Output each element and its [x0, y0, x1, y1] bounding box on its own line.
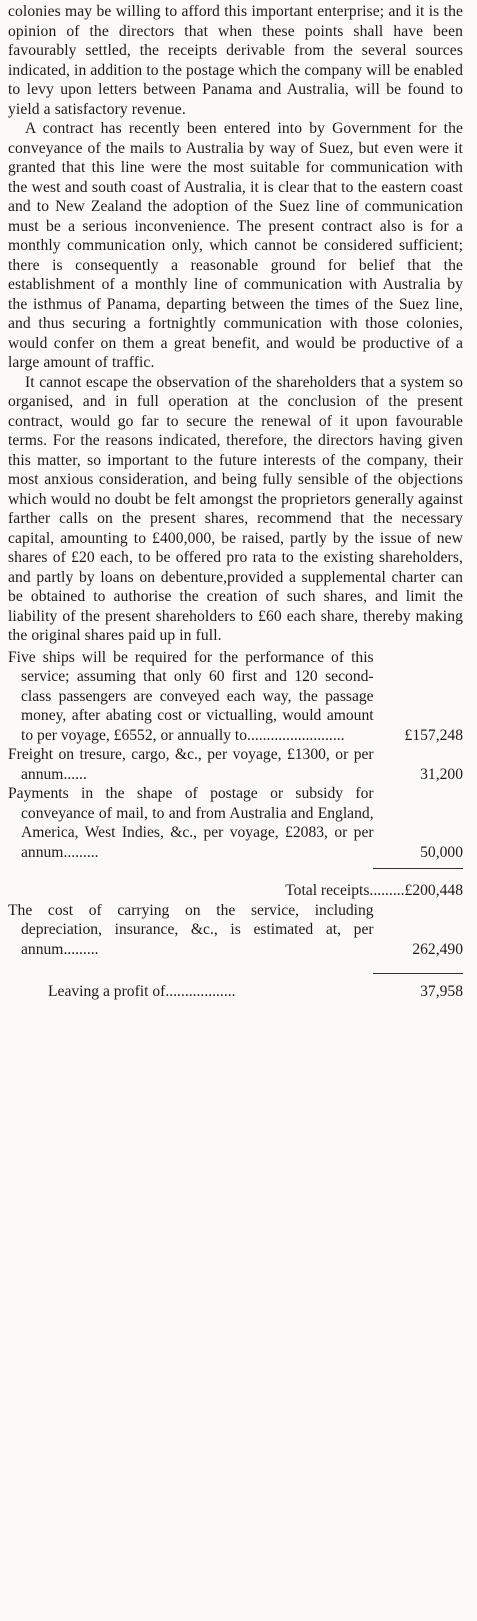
account-amount: 50,000 [420, 843, 463, 861]
profit-amount: 37,958 [420, 983, 463, 1000]
cost-amount: 262,490 [412, 940, 463, 958]
balance-rule [373, 973, 463, 974]
profit-row [8, 982, 463, 1002]
profit-label: Leaving a profit of.................. [48, 983, 236, 1000]
paragraph-suez-contract: A contract has recently been entered into by Government for the conveyance of the mails to Australia by way of Suez, but even were it granted that this line were the most suitable for communication with the west and south coast of Australia, it is clear that to the eastern coast and to New Zealand the adoption of the Suez line of communication must be a serious inconvenience. The present contract also is for a monthly communication only, which cannot be considered sufficient; there is consequently a reasonable ground for belief that the establishment of a monthly line of communication with Australia by the isthmus of Panama, departing between the times of the Suez line, and thus securing a fortnightly communication with those colonies, would confer on them a great benefit, and would be productive of a large amount of traffic. [8, 120, 463, 371]
account-row-cost [8, 901, 463, 960]
total-receipts-amount: £200,448 [404, 882, 463, 899]
account-row-passage [8, 648, 463, 746]
account-description: Freight on tresure, cargo, &c., per voyage, £1300, or per annum...... [8, 746, 374, 783]
account-amount: £157,248 [404, 726, 463, 744]
paragraph-capital-recommendation: It cannot escape the observation of the shareholders that a system so organised, and in full operation at the conclusion of the present contract, would go far to secure the renewal of it upon favourable terms. For the reasons indicated, therefore, the directors having given this matter, so important to the future interests of the company, their most anxious consideration, and being fully sensible of the objections which would no doubt be felt amongst the proprietors generally against farther calls on the present shares, recommend that the necessary capital, amounting to £400,000, be raised, partly by the issue of new shares of £20 each, to be offered pro rata to the existing shareholders, and partly by loans on debenture,provided a supplemental charter can be obtained to authorise the creation of such shares, and limit the liability of the present shareholders to £60 each share, thereby making the original shares paid up in full. [8, 373, 463, 644]
cost-description: The cost of carrying on the service, including depreciation, insurance, &c., is estimated at, per annum......... [8, 901, 374, 958]
sum-rule [373, 868, 463, 869]
total-receipts-row [8, 881, 463, 901]
account-description: Five ships will be required for the performance of this service; assuming that only 60 first and 120 second-class passengers are conveyed each way, the passage money, after abating cost or victualling, would amount to per voyage, £6552, or annually to......................... [8, 648, 374, 744]
receipts-statement [8, 648, 463, 1002]
paragraph-continuation: colonies may be willing to afford this important enterprise; and it is the opinion of the directors that when these points shall have been favourably settled, the receipts derivable from the several sources indicated, in addition to the postage which the company will be enabled to levy upon letters between Panama and Australia, will be found to yield a satisfactory revenue. [8, 3, 463, 118]
account-amount: 31,200 [420, 765, 463, 783]
total-receipts-label: Total receipts......... [285, 882, 405, 899]
account-row-postage [8, 784, 463, 862]
account-description: Payments in the shape of postage or subsidy for conveyance of mail, to and from Australia and England, America, West Indies, &c., per voyage, £2083, or per annum......... [8, 785, 374, 861]
account-row-freight [8, 745, 463, 784]
article-body [8, 2, 463, 646]
